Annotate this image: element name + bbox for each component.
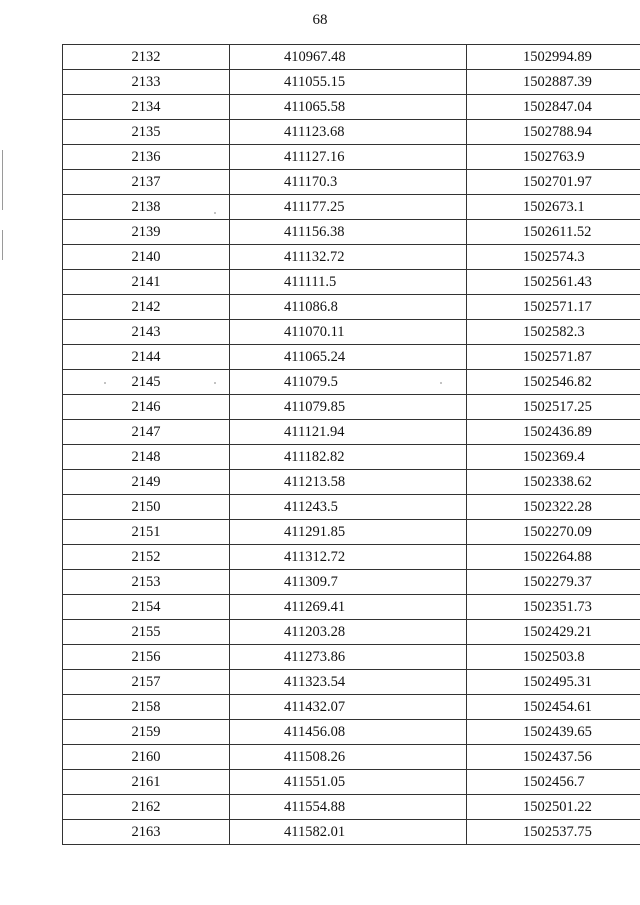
y-coordinate-cell: 1502673.1 [467, 195, 640, 220]
x-coordinate-cell: 411055.15 [230, 70, 467, 95]
table-row [63, 645, 640, 670]
y-coordinate-cell: 1502436.89 [467, 420, 640, 445]
y-coordinate-cell: 1502571.17 [467, 295, 640, 320]
point-number-cell: 2148 [63, 445, 230, 470]
table-row [63, 695, 640, 720]
x-coordinate-cell: 411243.5 [230, 495, 467, 520]
x-coordinate-cell: 411079.85 [230, 395, 467, 420]
y-coordinate-cell: 1502501.22 [467, 795, 640, 820]
x-coordinate-cell: 411456.08 [230, 720, 467, 745]
point-number-cell: 2137 [63, 170, 230, 195]
table-row [63, 395, 640, 420]
x-coordinate-cell: 411079.5 [230, 370, 467, 395]
x-coordinate-cell: 411213.58 [230, 470, 467, 495]
table-row [63, 370, 640, 395]
table-row [63, 495, 640, 520]
y-coordinate-cell: 1502571.87 [467, 345, 640, 370]
y-coordinate-cell: 1502454.61 [467, 695, 640, 720]
table-row [63, 45, 640, 70]
table-row [63, 820, 640, 845]
x-coordinate-cell: 410967.48 [230, 45, 467, 70]
table-row [63, 145, 640, 170]
x-coordinate-cell: 411323.54 [230, 670, 467, 695]
table-row [63, 545, 640, 570]
point-number-cell: 2150 [63, 495, 230, 520]
table-row [63, 95, 640, 120]
table-row [63, 320, 640, 345]
point-number-cell: 2157 [63, 670, 230, 695]
point-number-cell: 2156 [63, 645, 230, 670]
point-number-cell: 2141 [63, 270, 230, 295]
x-coordinate-cell: 411309.7 [230, 570, 467, 595]
x-coordinate-cell: 411203.28 [230, 620, 467, 645]
point-number-cell: 2159 [63, 720, 230, 745]
point-number-cell: 2160 [63, 745, 230, 770]
point-number-cell: 2142 [63, 295, 230, 320]
x-coordinate-cell: 411127.16 [230, 145, 467, 170]
table-row [63, 595, 640, 620]
table-row [63, 345, 640, 370]
y-coordinate-cell: 1502763.9 [467, 145, 640, 170]
x-coordinate-cell: 411508.26 [230, 745, 467, 770]
point-number-cell: 2133 [63, 70, 230, 95]
y-coordinate-cell: 1502887.39 [467, 70, 640, 95]
x-coordinate-cell: 411291.85 [230, 520, 467, 545]
y-coordinate-cell: 1502611.52 [467, 220, 640, 245]
point-number-cell: 2152 [63, 545, 230, 570]
point-number-cell: 2151 [63, 520, 230, 545]
y-coordinate-cell: 1502582.3 [467, 320, 640, 345]
y-coordinate-cell: 1502270.09 [467, 520, 640, 545]
y-coordinate-cell: 1502429.21 [467, 620, 640, 645]
point-number-cell: 2132 [63, 45, 230, 70]
y-coordinate-cell: 1502495.31 [467, 670, 640, 695]
table-row [63, 795, 640, 820]
table-row [63, 270, 640, 295]
x-coordinate-cell: 411312.72 [230, 545, 467, 570]
table-row [63, 570, 640, 595]
y-coordinate-cell: 1502279.37 [467, 570, 640, 595]
point-number-cell: 2146 [63, 395, 230, 420]
table-row [63, 420, 640, 445]
point-number-cell: 2134 [63, 95, 230, 120]
x-coordinate-cell: 411111.5 [230, 270, 467, 295]
x-coordinate-cell: 411273.86 [230, 645, 467, 670]
y-coordinate-cell: 1502701.97 [467, 170, 640, 195]
point-number-cell: 2135 [63, 120, 230, 145]
table-row [63, 620, 640, 645]
x-coordinate-cell: 411582.01 [230, 820, 467, 845]
x-coordinate-cell: 411554.88 [230, 795, 467, 820]
point-number-cell: 2153 [63, 570, 230, 595]
page-number: 68 [312, 12, 328, 28]
x-coordinate-cell: 411182.82 [230, 445, 467, 470]
table-row [63, 245, 640, 270]
x-coordinate-cell: 411269.41 [230, 595, 467, 620]
table-row [63, 220, 640, 245]
y-coordinate-cell: 1502503.8 [467, 645, 640, 670]
x-coordinate-cell: 411086.8 [230, 295, 467, 320]
y-coordinate-cell: 1502439.65 [467, 720, 640, 745]
point-number-cell: 2136 [63, 145, 230, 170]
x-coordinate-cell: 411177.25 [230, 195, 467, 220]
x-coordinate-cell: 411132.72 [230, 245, 467, 270]
y-coordinate-cell: 1502788.94 [467, 120, 640, 145]
table-row [63, 170, 640, 195]
table-row [63, 295, 640, 320]
point-number-cell: 2145 [63, 370, 230, 395]
y-coordinate-cell: 1502517.25 [467, 395, 640, 420]
y-coordinate-cell: 1502264.88 [467, 545, 640, 570]
point-number-cell: 2161 [63, 770, 230, 795]
table-row [63, 70, 640, 95]
y-coordinate-cell: 1502574.3 [467, 245, 640, 270]
point-number-cell: 2140 [63, 245, 230, 270]
x-coordinate-cell: 411121.94 [230, 420, 467, 445]
table-row [63, 195, 640, 220]
point-number-cell: 2149 [63, 470, 230, 495]
x-coordinate-cell: 411065.24 [230, 345, 467, 370]
point-number-cell: 2155 [63, 620, 230, 645]
x-coordinate-cell: 411156.38 [230, 220, 467, 245]
point-number-cell: 2143 [63, 320, 230, 345]
y-coordinate-cell: 1502537.75 [467, 820, 640, 845]
x-coordinate-cell: 411551.05 [230, 770, 467, 795]
y-coordinate-cell: 1502437.56 [467, 745, 640, 770]
coordinates-table [62, 44, 640, 845]
y-coordinate-cell: 1502847.04 [467, 95, 640, 120]
x-coordinate-cell: 411432.07 [230, 695, 467, 720]
scan-margin-mark [2, 230, 3, 260]
table-row [63, 745, 640, 770]
y-coordinate-cell: 1502994.89 [467, 45, 640, 70]
table-row [63, 445, 640, 470]
y-coordinate-cell: 1502338.62 [467, 470, 640, 495]
point-number-cell: 2162 [63, 795, 230, 820]
x-coordinate-cell: 411070.11 [230, 320, 467, 345]
table-row [63, 120, 640, 145]
table-row [63, 770, 640, 795]
point-number-cell: 2144 [63, 345, 230, 370]
table-row [63, 470, 640, 495]
table-row [63, 670, 640, 695]
table-body [63, 45, 640, 845]
x-coordinate-cell: 411065.58 [230, 95, 467, 120]
y-coordinate-cell: 1502322.28 [467, 495, 640, 520]
point-number-cell: 2147 [63, 420, 230, 445]
point-number-cell: 2158 [63, 695, 230, 720]
point-number-cell: 2163 [63, 820, 230, 845]
y-coordinate-cell: 1502561.43 [467, 270, 640, 295]
point-number-cell: 2138 [63, 195, 230, 220]
y-coordinate-cell: 1502351.73 [467, 595, 640, 620]
y-coordinate-cell: 1502369.4 [467, 445, 640, 470]
x-coordinate-cell: 411170.3 [230, 170, 467, 195]
point-number-cell: 2139 [63, 220, 230, 245]
y-coordinate-cell: 1502456.7 [467, 770, 640, 795]
y-coordinate-cell: 1502546.82 [467, 370, 640, 395]
table-row [63, 720, 640, 745]
x-coordinate-cell: 411123.68 [230, 120, 467, 145]
point-number-cell: 2154 [63, 595, 230, 620]
table-row [63, 520, 640, 545]
scan-margin-mark [2, 150, 3, 210]
